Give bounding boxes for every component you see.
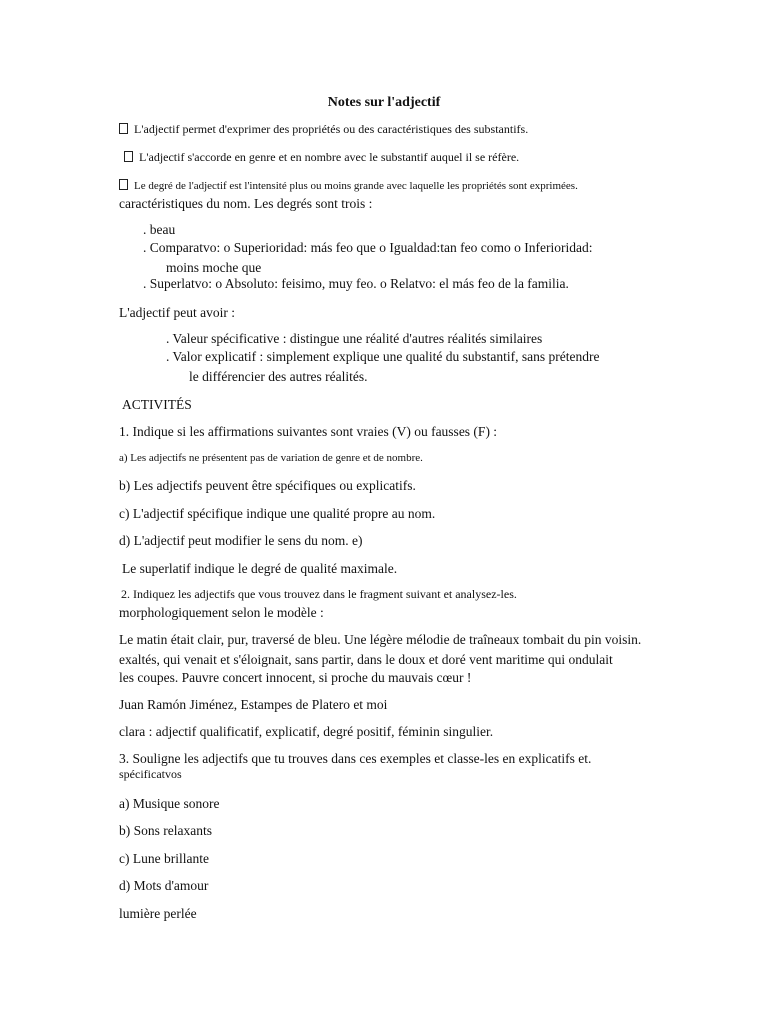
passage-line: les coupes. Pauvre concert innocent, si proche du mauvais cœur ! bbox=[119, 670, 472, 685]
question-2: 2. Indiquez les adjectifs que vous trouvez dans le fragment suivant et analysez-les. bbox=[121, 587, 517, 601]
question-2: morphologiquement selon le modèle : bbox=[119, 605, 324, 620]
degree-item: . Superlatvo: o Absoluto: feisimo, muy feo. o Relatvo: el más feo de la familia. bbox=[143, 276, 569, 291]
bullet-box-icon bbox=[119, 123, 128, 134]
question-1: 1. Indique si les affirmations suivantes sont vraies (V) ou fausses (F) : bbox=[119, 424, 498, 439]
can-have-heading: L'adjectif peut avoir : bbox=[119, 305, 236, 320]
question-3-item: d) Mots d'amour bbox=[119, 878, 209, 893]
note-line: L'adjectif s'accorde en genre et en nombre avec le substantif auquel il se réfère. bbox=[124, 151, 519, 165]
question-1-item: d) L'adjectif peut modifier le sens du nom. e) bbox=[119, 533, 363, 548]
question-3: spécificatvos bbox=[119, 767, 182, 781]
bullet-box-icon bbox=[124, 151, 133, 162]
question-3-item: c) Lune brillante bbox=[119, 851, 209, 866]
degree-item: . Comparatvo: o Superioridad: más feo que o Igualdad:tan feo como o Inferioridad: bbox=[143, 240, 593, 255]
question-1-item: c) L'adjectif spécifique indique une qualité propre au nom. bbox=[119, 506, 436, 521]
degrees-intro: caractéristiques du nom. Les degrés sont trois : bbox=[119, 196, 373, 211]
degree-item: . beau bbox=[143, 222, 176, 237]
document-title: Notes sur l'adjectif bbox=[327, 95, 441, 110]
question-3-item: lumière perlée bbox=[119, 906, 197, 921]
question-1-item: Le superlatif indique le degré de qualité maximale. bbox=[122, 561, 398, 576]
value-item: . Valor explicatif : simplement explique une qualité du substantif, sans prétendre bbox=[166, 349, 600, 364]
question-3: 3. Souligne les adjectifs que tu trouves dans ces exemples et classe-les en explicatifs et. bbox=[119, 751, 592, 766]
value-item: . Valeur spécificative : distingue une réalité d'autres réalités similaires bbox=[166, 331, 543, 346]
degree-item: moins moche que bbox=[166, 260, 262, 275]
passage-line: Le matin était clair, pur, traversé de bleu. Une légère mélodie de traîneaux tombait du pin voisin. bbox=[119, 632, 642, 647]
question-3-item: b) Sons relaxants bbox=[119, 823, 212, 838]
question-3-item: a) Musique sonore bbox=[119, 796, 220, 811]
passage-line: exaltés, qui venait et s'éloignait, sans partir, dans le doux et doré vent maritime qui ondulait bbox=[119, 652, 613, 667]
question-1-item: a) Les adjectifs ne présentent pas de variation de genre et de nombre. bbox=[119, 452, 423, 464]
note-line: L'adjectif permet d'exprimer des propriétés ou des caractéristiques des substantifs. bbox=[119, 123, 528, 137]
passage-source: Juan Ramón Jiménez, Estampes de Platero et moi bbox=[119, 697, 388, 712]
activities-heading: ACTIVITÉS bbox=[122, 397, 192, 412]
value-item: le différencier des autres réalités. bbox=[189, 369, 368, 384]
question-1-item: b) Les adjectifs peuvent être spécifiques ou explicatifs. bbox=[119, 478, 416, 493]
model-answer: clara : adjectif qualificatif, explicatif, degré positif, féminin singulier. bbox=[119, 724, 494, 739]
note-line: Le degré de l'adjectif est l'intensité plus ou moins grande avec laquelle les propriétés sont exprimées. bbox=[119, 179, 578, 193]
bullet-box-icon bbox=[119, 179, 128, 190]
